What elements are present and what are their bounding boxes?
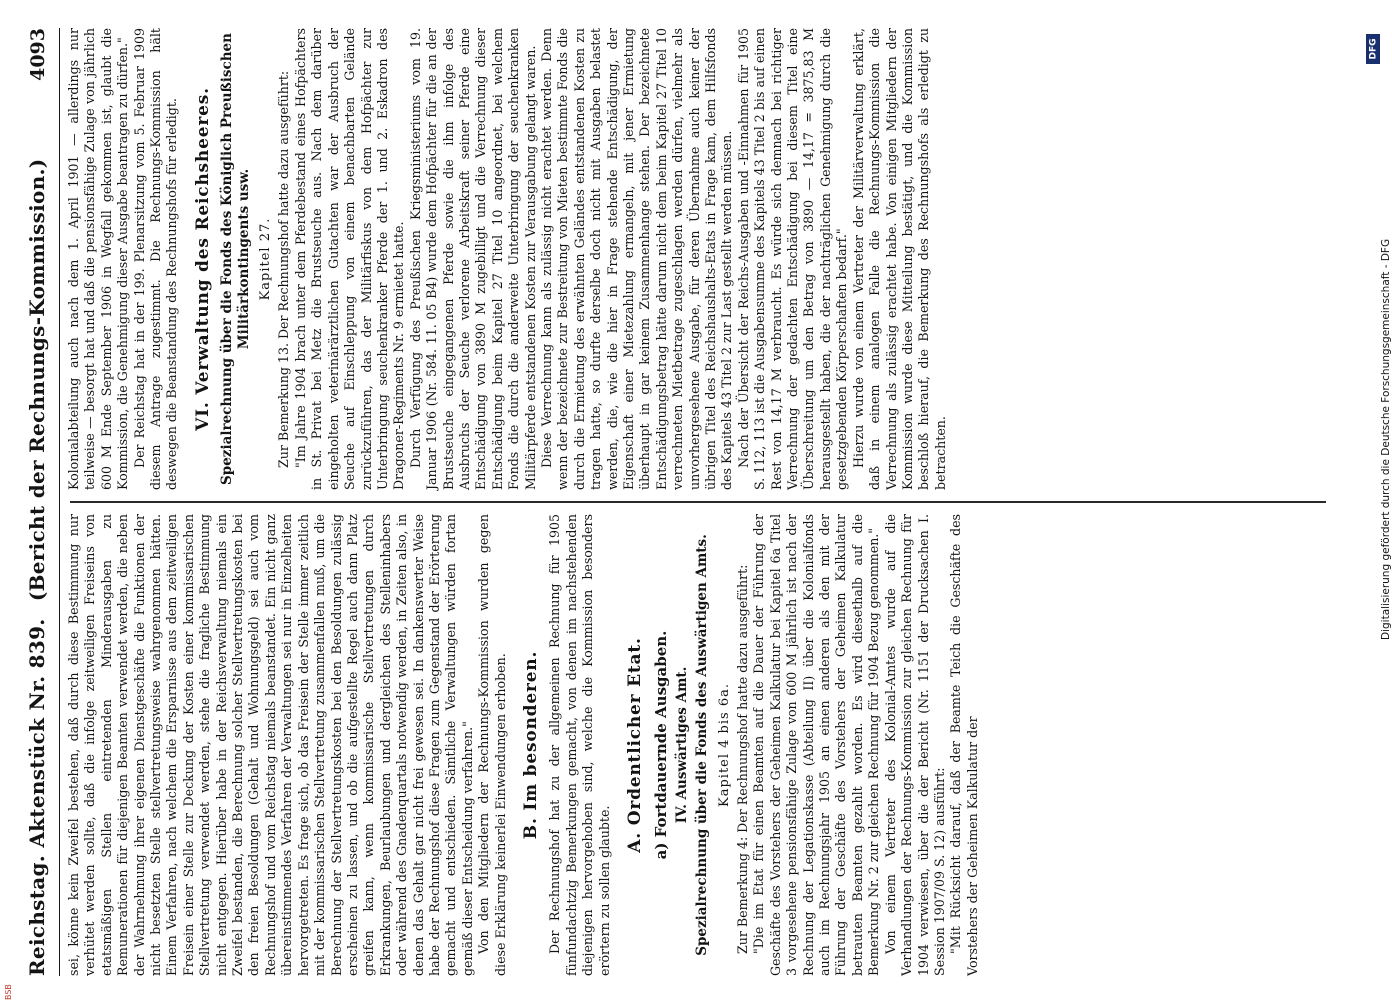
page-header xyxy=(25,28,60,976)
library-mark: BSB xyxy=(4,984,13,1000)
header-title-block xyxy=(25,158,49,976)
rotated-page xyxy=(25,22,1355,982)
header-title: Reichstag. Aktenstück Nr. 839. xyxy=(25,618,49,976)
paragraph: "Im Jahre 1904 brach unter dem Pferdebestand eines Hofpächters in St. Privat bei Metz die Brustseuche aus. Nach dem darüber eingeholten veterinärärztlichen Gutachten war der Ausbruch der Seuche auf Einschleppung von einem benachbarten Gelände zurückzuführen, das der Militärfiskus von dem Hofpächter zur Unterbringung seuchenkranker Pferde der 1. und 2. Eskadron des Dragoner-Regiments Nr. 9 ermietet hatte. xyxy=(292,28,407,490)
digitization-credit: Digitalisierung gefördert durch die Deutsche Forschungsgemeinschaft - DFG xyxy=(1380,238,1392,640)
paragraph: Diese Verrechnung kann als zulässig nicht erachtet werden. Denn wenn der bezeichnete zur Bestreitung von Mieten bestimmte Fonds die durch die Ermietung des erwähnten Geländes entstandenen Kosten zu tragen hatte, so durfte derselbe doch nicht mit Ausgaben belastet werden, die, wie die hier in Frage stehende Entschädigung, der Eigenschaft einer Mietezahlung ermangeln, mit jener Ermietung überhaupt in gar keinem Zusammenhange stehen. Der bezeichnete Entschädigungsbetrag hätte darum nicht dem beim Kapitel 27 Titel 10 verrechneten Mietbetrage zugeschlagen werden dürfen, vielmehr als unvorhergesehene Ausgabe, für deren Übernahme auch keiner der übrigen Titel des Reichshaushalts-Etats in Frage kam, dem Hilfsfonds des Kapitels 43 Titel 2 zur Last gestellt werden müssen. xyxy=(538,28,735,490)
paragraph: Zur Bemerkung 13. Der Rechnungshof hatte dazu ausgeführt: xyxy=(276,70,292,468)
chapter-heading: Kapitel 27. xyxy=(258,217,274,301)
subsection-heading: a) Fortdauernde Ausgaben. xyxy=(652,630,671,860)
paragraph: Durch Verfügung des Preußischen Kriegsministeriums vom 19. Januar 1906 (Nr. 584. 11. 05 B4) wurde dem Hofpächter für die an der Brustseuche eingegangenen Pferde sowie die ihm infolge des Ausbruchs der Seuche verlorene Arbeitskraft seiner Pferde eine Entschädigung von 3890 M zugebilligt und die Verrechnung dieser Entschädigung beim Kapitel 27 Titel 10 angeordnet, bei welchem Fonds die durch die anderweite Unterbringung der seuchenkranken Militärpferde entstandenen Kosten zur Verausgabung gelangt waren. xyxy=(407,28,538,490)
paragraph: Hierzu wurde von einem Vertreter der Militärverwaltung erklärt, daß in einem analogen Falle die Rechnungs-Kommission die Verrechnung als zulässig erachtet habe. Von einigen Mitgliedern der Kommission wurde diese Mitteilung bestätigt, und die Kommission beschloß hierauf, die Bemerkung des Rechnungshofs als erledigt zu betrachten. xyxy=(850,28,948,490)
subsection-heading: IV. Auswärtiges Amt. xyxy=(673,666,690,824)
column-divider xyxy=(70,501,1326,502)
paragraph: "Mit Rücksicht darauf, daß der Beamte Teich die Geschäfte des Vorstehers der Geheimen Kalkulatur der xyxy=(948,514,980,976)
page-number: 4093 xyxy=(27,28,49,81)
dfg-logo-text: DFG xyxy=(1368,38,1379,60)
section-heading: B. Im besonderen. xyxy=(520,650,541,840)
subsection-heading: Spezialrechnung über die Fonds des Auswärtigen Amts. xyxy=(694,534,711,956)
paragraph: Der Reichstag hat in der 199. Plenarsitzung vom 5. Februar 1909 diesem Antrage zugestimmt. Die Rechnungs-Kommission hält deswegen die Beanstandung des Rechnungshofs für erledigt. xyxy=(131,28,180,490)
subsection-heading: Spezialrechnung über die Fonds des Königlich Preußischen Militärkontingents usw. xyxy=(219,33,252,485)
paragraph: Nach der Übersicht der Reichs-Ausgaben und -Einnahmen für 1905 S. 112, 113 ist die Ausgabensumme des Kapitels 43 Titel 2 bis auf einen Rest von 14,17 M verbraucht. Es würde sich demnach bei richtiger Verrechnung der gedachten Entschädigung bei diesem Titel eine Überschreitung um den Betrag von 3890 — 14,17 = 3875,83 M herausgestellt haben, die der nachträglichen Genehmigung durch die gesetzgebenden Körperschaften bedarf." xyxy=(735,28,850,490)
paragraph: Von einem Vertreter des Kolonial-Amtes wurde auf die Verhandlungen der Rechnungs-Kommission zur gleichen Rechnung für 1904 verwiesen, über die der Bericht (Nr. 1151 der Drucksachen I. Session 1907/09 S. 12) ausführt: xyxy=(882,514,947,976)
paragraph: Kolonialabteilung auch nach dem 1. April 1901 — allerdings nur teilweise — besorgt hat und daß die pensionsfähige Zulage von jährlich 600 M Ende September 1906 in Wegfall gekommen ist, glaubt die Kommission, die Genehmigung dieser Ausgabe beantragen zu dürfen." xyxy=(66,28,131,490)
section-heading: VI. Verwaltung des Reichsheeres. xyxy=(192,87,213,431)
paragraph: Von den Mitgliedern der Rechnungs-Kommission wurden gegen diese Erklärung keinerlei Einwendungen erhoben. xyxy=(476,514,508,976)
paragraph: Der Rechnungshof hat zu der allgemeinen Rechnung für 1905 fünfundachtzig Bemerkungen gemacht, von denen im nachstehenden diejenigen hervorgehoben sind, welche die Kommission besonders erörtern zu sollen glaubte. xyxy=(547,514,612,976)
paragraph: "Die im Etat für einen Beamten auf die Dauer der Führung der Geschäfte des Vorstehers der Geheimen Kalkulatur bei Kapitel 6a Titel 3 vorgesehene pensionsfähige Zulage von 600 M jährlich ist nach der Rechnung der Legationskasse (Abteilung II) über die Kolonialfonds auch im Rechnungsjahr 1905 an einen anderen als den mit der Führung der Geschäfte des Vorstehers der Geheimen Kalkulatur betrauten Beamten gezahlt worden. Es wird diesethalb auf die Bemerkung Nr. 2 zur gleichen Rechnung für 1904 Bezug genommen." xyxy=(751,514,882,976)
two-column-body xyxy=(66,28,1326,976)
header-subtitle: (Bericht der Rechnungs-Kommission.) xyxy=(25,158,49,602)
paragraph: Zur Bemerkung 4: Der Rechnungshof hatte dazu ausgeführt: xyxy=(735,564,751,954)
dfg-logo xyxy=(1366,34,1380,64)
left-column xyxy=(66,514,1326,976)
right-column xyxy=(66,28,1326,490)
chapter-heading: Kapitel 4 bis 6a. xyxy=(716,683,732,807)
paragraph: sei, könne kein Zweifel bestehen, daß durch diese Bestimmung nur verhütet werden sollte, daß die infolge zeitweiligen Freiseins von etatsmäßigen Stellen eintretenden Minderausgaben zu Remunerationen für diejenigen Beamten verwendet werden, die neben der Wahrnehmung ihrer eigenen Dienstgeschäfte die Funktionen der nicht besetzten Stelle stellvertretungsweise wahrgenommen hätten. Einem Verfahren, nach welchem die Ersparnisse aus dem zeitweiligen Freisein einer Stelle zur Deckung der Kosten einer kommissarischen Stellvertretung verwendet werden, stehe die fragliche Bestimmung nicht entgegen. Hierüber habe in der Reichsverwaltung niemals ein Zweifel bestanden, die Berechnung solcher Stellvertretungskosten bei den freien Besoldungen (Gehalt und Wohnungsgeld) sei auch vom Rechnungshof und vom Reichstag niemals beanstandet. Ein nicht ganz übereinstimmendes Verfahren der Verwaltungen sei nur in Einzelheiten hervorgetreten. Es frage sich, ob das Freisein der Stelle immer zeitlich mit der kommissarischen Stellvertretung zusammenfallen muß, um die Berechnung der Stellvertretungskosten bei den Besoldungen zulässig erscheinen zu lassen, und ob die aufgestellte Regel auch dann Platz greifen kann, wenn kommissarische Stellvertretungen durch Erkrankungen, Beurlaubungen und dergleichen des Stelleninhabers oder während des Gnadenquartals notwendig werden, in Zeiten also, in denen das Gehalt gar nicht frei gewesen sei. In dankenswerter Weise habe der Rechnungshof diese Fragen zum Gegenstand der Erörterung gemacht und entschieden. Sämtliche Verwaltungen würden fortan gemäß dieser Entscheidung verfahren." xyxy=(66,514,475,976)
section-heading: A. Ordentlicher Etat. xyxy=(625,637,645,853)
